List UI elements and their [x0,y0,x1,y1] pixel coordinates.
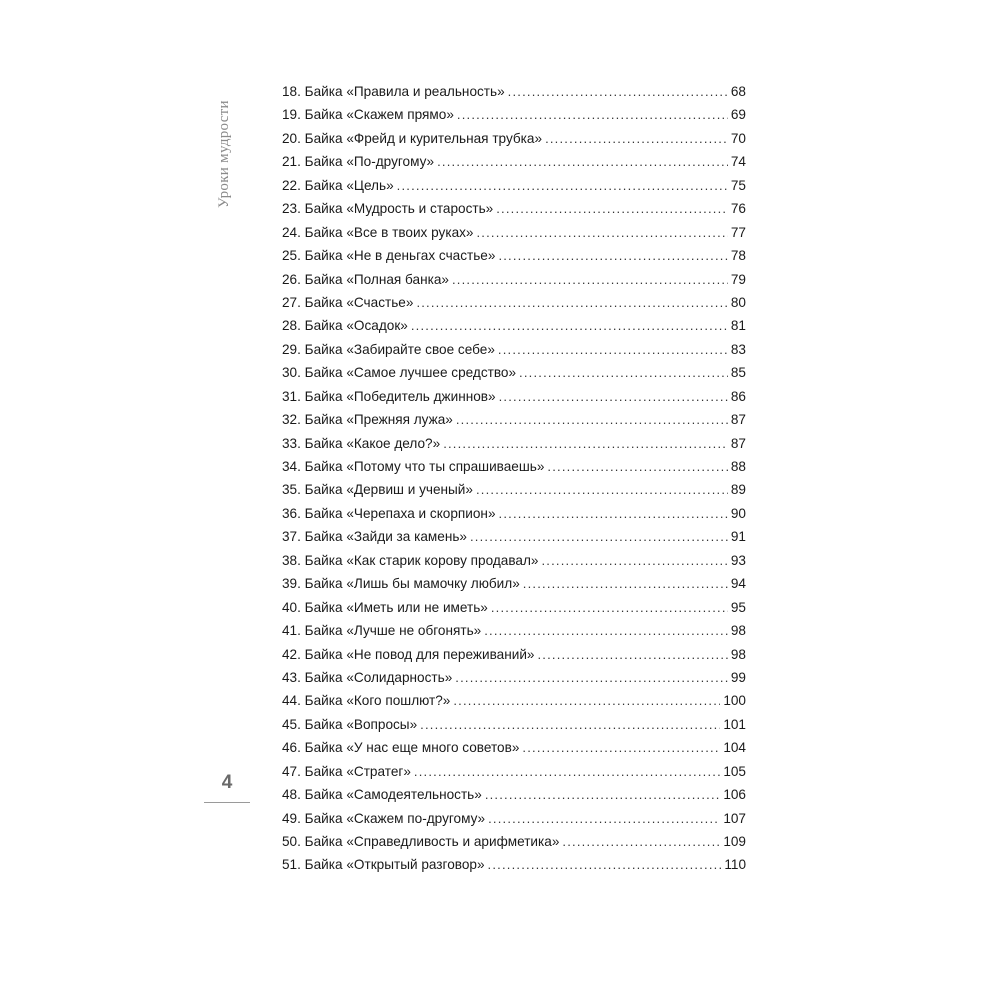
toc-dot-leader [452,268,728,291]
toc-entry-page: 80 [730,294,746,310]
toc-entry-page: 100 [723,693,746,709]
toc-dot-leader [498,244,727,267]
toc-dot-leader [508,80,728,103]
toc-entry-page: 110 [724,857,746,873]
toc-entry-title: 51. Байка «Открытый разговор» [282,853,488,876]
toc-dot-leader [453,689,720,712]
toc-entry-title: 41. Байка «Лучше не обгонять» [282,619,484,642]
toc-entry-page: 76 [730,201,746,217]
toc-entry [282,478,746,501]
toc-entry [282,385,746,408]
toc-entry [282,549,746,572]
toc-entry-title: 38. Байка «Как старик корову продавал» [282,549,541,572]
toc-entry-page: 81 [730,318,746,334]
toc-entry [282,361,746,384]
toc-entry [282,127,746,150]
toc-entry [282,314,746,337]
toc-entry [282,760,746,783]
toc-entry-page: 99 [730,669,746,685]
toc-entry-title: 44. Байка «Кого пошлют?» [282,689,453,712]
toc-dot-leader [562,830,720,853]
toc-dot-leader [496,197,728,220]
toc-dot-leader [488,807,720,830]
toc-dot-leader [499,502,728,525]
toc-dot-leader [484,619,728,642]
toc-entry-title: 50. Байка «Справедливость и арифметика» [282,830,562,853]
toc-entry [282,666,746,689]
toc-entry [282,643,746,666]
toc-entry [282,268,746,291]
toc-entry-title: 48. Байка «Самодеятельность» [282,783,485,806]
toc-entry-page: 86 [730,388,746,404]
toc-entry-page: 89 [730,482,746,498]
toc-entry [282,807,746,830]
toc-entry-page: 95 [730,599,746,615]
toc-entry-page: 104 [723,740,746,756]
toc-entry [282,408,746,431]
toc-dot-leader [541,549,727,572]
toc-entry-page: 93 [730,552,746,568]
toc-dot-leader [455,666,728,689]
toc-entry-page: 69 [730,107,746,123]
toc-dot-leader [519,361,728,384]
toc-entry [282,853,746,876]
toc-entry-title: 21. Байка «По-другому» [282,150,437,173]
toc-entry-title: 25. Байка «Не в деньгах счастье» [282,244,498,267]
toc-entry-page: 109 [723,834,746,849]
toc-dot-leader [488,853,722,876]
toc-entry-page: 85 [730,365,746,381]
toc-entry-page: 87 [730,412,746,428]
toc-dot-leader [437,150,728,173]
toc-entry [282,291,746,314]
toc-dot-leader [537,643,727,666]
toc-dot-leader [470,525,728,548]
toc-entry-title: 28. Байка «Осадок» [282,314,411,337]
toc-entry-page: 79 [730,271,746,287]
toc-entry-title: 43. Байка «Солидарность» [282,666,455,689]
toc-dot-leader [476,478,728,501]
toc-entry [282,80,746,103]
toc-entry-title: 32. Байка «Прежняя лужа» [282,408,456,431]
toc-entry-title: 33. Байка «Какое дело?» [282,432,443,455]
toc-entry-page: 77 [730,224,746,240]
toc-dot-leader [456,408,728,431]
toc-entry-title: 37. Байка «Зайди за камень» [282,525,470,548]
toc-entry-title: 42. Байка «Не повод для переживаний» [282,643,537,666]
running-title: Уроки мудрости [216,100,232,208]
toc-entry-title: 18. Байка «Правила и реальность» [282,80,508,103]
toc-entry-page: 94 [730,576,746,592]
toc-entry [282,338,746,361]
toc-entry-title: 31. Байка «Победитель джиннов» [282,385,499,408]
toc-entry-page: 98 [730,623,746,639]
toc-entry-title: 30. Байка «Самое лучшее средство» [282,361,519,384]
toc-entry-page: 98 [730,646,746,662]
toc-entry-title: 20. Байка «Фрейд и курительная трубка» [282,127,545,150]
toc-dot-leader [476,221,727,244]
toc-entry [282,830,746,853]
toc-entry-page: 88 [730,459,746,474]
toc-entry-title: 35. Байка «Дервиш и ученый» [282,478,476,501]
toc-entry [282,596,746,619]
toc-entry [282,103,746,126]
toc-entry-page: 74 [730,154,746,170]
toc-entry-title: 22. Байка «Цель» [282,174,397,197]
toc-entry-page: 75 [730,177,746,193]
toc-entry [282,197,746,220]
page-number-rule [204,802,250,803]
toc-entry-title: 34. Байка «Потому что ты спрашиваешь» [282,455,547,478]
toc-entry-page: 105 [723,763,746,779]
toc-entry-page: 78 [730,248,746,264]
toc-entry-title: 23. Байка «Мудрость и старость» [282,197,496,220]
toc-entry [282,736,746,759]
toc-entry-page: 106 [723,787,746,803]
toc-entry-page: 90 [730,505,746,521]
toc-dot-leader [498,338,728,361]
toc-entry-page: 101 [723,716,746,732]
page-number: 4 [221,772,233,793]
toc-dot-leader [443,432,728,455]
toc-entry-title: 19. Байка «Скажем прямо» [282,103,457,126]
toc-entry-title: 29. Байка «Забирайте свое себе» [282,338,498,361]
toc-entry [282,221,746,244]
toc-dot-leader [457,103,728,126]
toc-dot-leader [547,455,727,478]
toc-entry-page: 107 [723,810,746,826]
toc-entry-title: 39. Байка «Лишь бы мамочку любил» [282,572,523,595]
toc-entry-title: 27. Байка «Счастье» [282,291,416,314]
toc-dot-leader [416,291,727,314]
toc-entry-title: 49. Байка «Скажем по-другому» [282,807,488,830]
toc-entry [282,783,746,806]
toc-dot-leader [522,736,720,759]
toc-dot-leader [523,572,728,595]
toc-entry [282,174,746,197]
toc-entry [282,455,746,478]
toc-entry [282,525,746,548]
toc-entry [282,572,746,595]
toc-dot-leader [499,385,728,408]
toc-entry-page: 91 [730,529,746,545]
table-of-contents [282,80,746,877]
toc-entry-page: 87 [730,435,746,451]
toc-entry-title: 47. Байка «Стратег» [282,760,414,783]
toc-entry [282,150,746,173]
toc-entry-title: 24. Байка «Все в твоих руках» [282,221,476,244]
toc-entry [282,689,746,712]
toc-entry [282,244,746,267]
toc-entry [282,502,746,525]
toc-entry-page: 68 [730,84,746,99]
toc-dot-leader [411,314,728,337]
toc-dot-leader [491,596,728,619]
toc-entry-title: 36. Байка «Черепаха и скорпион» [282,502,499,525]
toc-entry-title: 45. Байка «Вопросы» [282,713,420,736]
toc-entry-page: 83 [730,341,746,357]
toc-entry-title: 40. Байка «Иметь или не иметь» [282,596,491,619]
toc-entry [282,432,746,455]
toc-entry-title: 26. Байка «Полная банка» [282,268,452,291]
toc-entry-title: 46. Байка «У нас еще много советов» [282,736,522,759]
toc-dot-leader [420,713,720,736]
toc-dot-leader [414,760,720,783]
toc-entry [282,619,746,642]
toc-dot-leader [485,783,721,806]
toc-entry [282,713,746,736]
toc-dot-leader [397,174,728,197]
toc-dot-leader [545,127,728,150]
toc-entry-page: 70 [730,130,746,146]
